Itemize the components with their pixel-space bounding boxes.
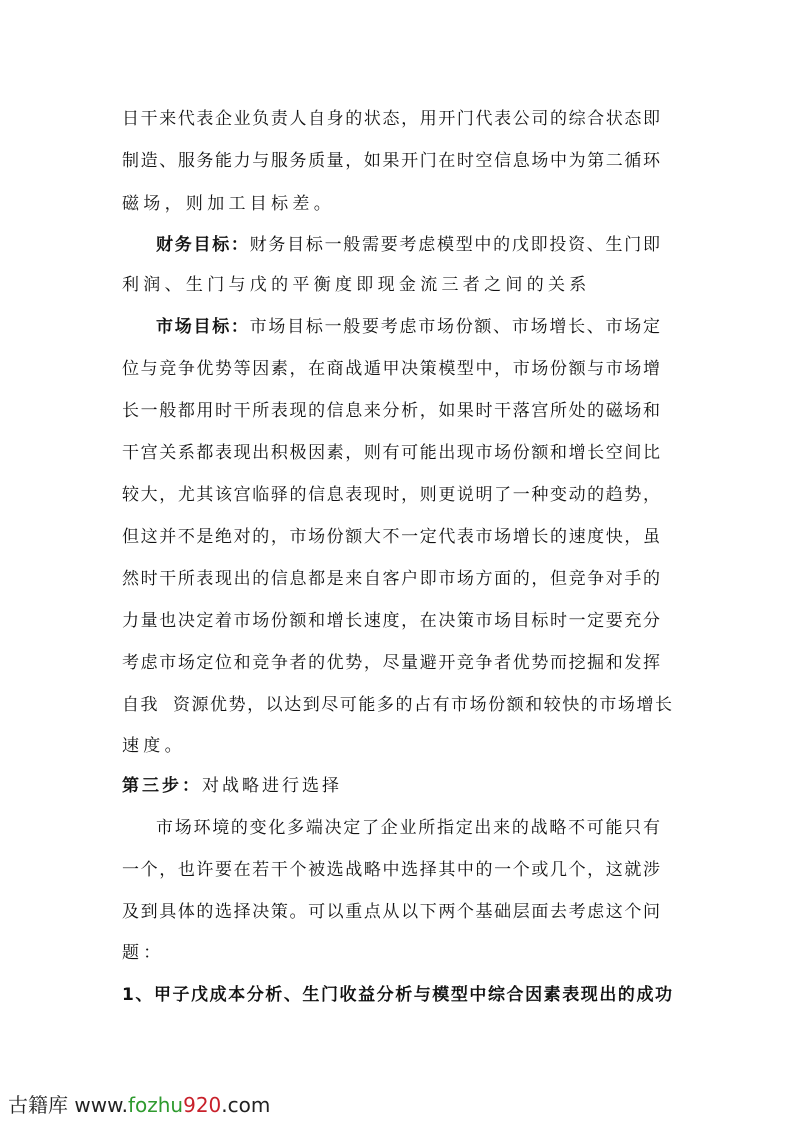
text-line: 市场目标一般要考虑市场份额、市场增长、市场定 — [249, 317, 661, 337]
text-line: 利润、生门与戊的平衡度即现金流三者之间的关系 — [122, 275, 591, 295]
text-line: 较大，尤其该宫临驿的信息表现时，则更说明了一种变动的趋势， — [122, 485, 660, 505]
step-three-heading: 第三步： — [122, 776, 202, 796]
text-line: 力量也决定着市场份额和增长速度，在决策市场目标时一定要充分 — [122, 611, 660, 631]
text-line: 但这并不是绝对的，市场份额大不一定代表市场增长的速度快，虽 — [122, 527, 660, 547]
step-three — [122, 775, 660, 797]
text-line: 然时干所表现出的信息都是来自客户即市场方面的，但竞争对手的 — [122, 569, 660, 589]
text-line: 及到具体的选择决策。可以重点从以下两个基础层面去考虑这个问 — [122, 902, 660, 922]
footer-prefix: 古籍库 www. — [8, 1093, 128, 1117]
text-line: 题： — [122, 943, 165, 963]
text-line: 市场环境的变化多端决定了企业所指定出来的战略不可能只有 — [156, 818, 660, 838]
text-line: 日干来代表企业负责人自身的状态，用开门代表公司的综合状态即 — [122, 109, 660, 129]
text-line: 位与竞争优势等因素，在商战遁甲决策模型中，市场份额与市场增 — [122, 359, 660, 379]
text-line: 长一般都用时干所表现的信息来分析，如果时干落宫所处的磁场和 — [122, 401, 660, 421]
text-line: 考虑市场定位和竞争者的优势，尽量避开竞争者优势而挖掘和发挥 — [122, 653, 660, 673]
paragraph-finance — [122, 234, 660, 256]
text-line: 制造、服务能力与服务质量，如果开门在时空信息场中为第二循环 — [122, 151, 660, 171]
footer-green: fozhu — [127, 1093, 184, 1117]
text-line: 一个，也许要在若干个被选战略中选择其中的一个或几个，这就涉 — [122, 860, 660, 880]
text-line: 自我 资源优势，以达到尽可能多的占有市场份额和较快的市场增长 — [122, 695, 672, 715]
text-line: 磁场，则加工目标差。 — [122, 194, 335, 214]
paragraph-market — [122, 316, 660, 338]
market-heading: 市场目标： — [156, 317, 250, 337]
text-line: 对战略进行选择 — [202, 776, 342, 796]
text-line: 财务目标一般需要考虑模型中的戊即投资、生门即 — [249, 235, 661, 255]
text-line: 速度。 — [122, 736, 186, 756]
finance-heading: 财务目标： — [156, 235, 250, 255]
section-heading-1: 1、甲子戊成本分析、生门收益分析与模型中综合因素表现出的成功 — [122, 985, 672, 1005]
watermark-footer — [8, 1089, 270, 1118]
text-line: 干宫关系都表现出积极因素，则有可能出现市场份额和增长空间比 — [122, 443, 660, 463]
footer-suffix: .com — [221, 1093, 271, 1117]
footer-red: 920 — [183, 1093, 222, 1117]
